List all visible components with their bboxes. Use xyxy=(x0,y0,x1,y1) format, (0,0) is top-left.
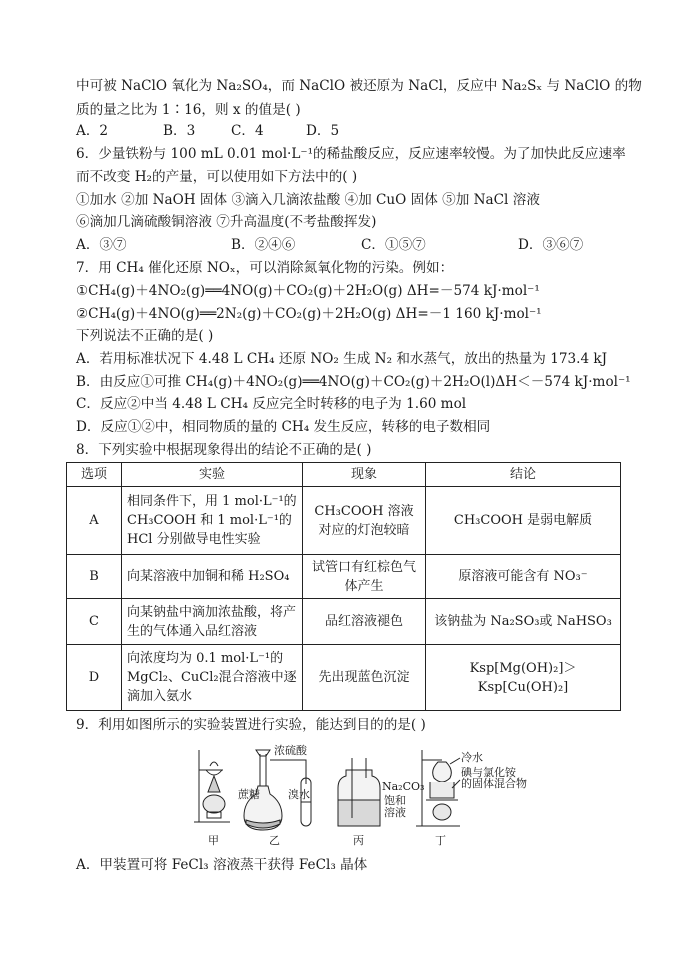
intro-option-a: A．2 xyxy=(76,123,109,139)
row-experiment: 向某钠盐中滴加浓盐酸，将产生的气体通入品红溶液 xyxy=(122,599,303,645)
table-row xyxy=(67,645,621,711)
intro-option-d: D．5 xyxy=(306,123,340,139)
apparatus-jia xyxy=(194,750,230,822)
header-observation: 现象 xyxy=(303,463,426,487)
label-mixture-2: 的固体混合物 xyxy=(461,777,527,790)
q7-equation-1: ①CH₄(g)＋4NO₂(g)══4NO(g)＋CO₂(g)＋2H₂O(g) ΔH=－574 kJ·mol⁻¹ xyxy=(76,283,540,299)
intro-line-2: 质的量之比为 1∶16，则 x 的值是( ) xyxy=(76,102,301,118)
q7-option-c: C．反应②中当 4.48 L CH₄ 反应完全时转移的电子为 1.60 mol xyxy=(76,396,467,412)
row-conclusion: CH₃COOH 是弱电解质 xyxy=(426,487,621,555)
intro-option-c: C．4 xyxy=(231,123,264,139)
label-cold-water: 冷水 xyxy=(461,751,483,764)
row-option: B xyxy=(67,555,122,599)
caption-jia: 甲 xyxy=(208,834,219,847)
header-experiment: 实验 xyxy=(122,463,303,487)
label-mixture-1: 碘与氯化铵 xyxy=(461,766,516,779)
row-conclusion: Ksp[Mg(OH)₂]＞Ksp[Cu(OH)₂] xyxy=(426,645,621,711)
q6-option-b: B．②④⑥ xyxy=(231,237,296,253)
caption-ding: 丁 xyxy=(435,834,446,847)
label-bromine-water: 溴水 xyxy=(288,788,310,801)
table-header-row xyxy=(67,463,621,487)
q7-option-b: B．由反应①可推 CH₄(g)＋4NO₂(g)══4NO(g)＋CO₂(g)＋2H₂O(l)ΔH＜－574 kJ·mol⁻¹ xyxy=(76,374,631,390)
q7-line-1: 7．用 CH₄ 催化还原 NOₓ，可以消除氮氧化物的污染。例如： xyxy=(76,260,454,276)
row-option: A xyxy=(67,487,122,555)
caption-bing: 丙 xyxy=(353,834,364,847)
row-experiment: 向某溶液中加铜和稀 H₂SO₄ xyxy=(122,555,303,599)
q7-line-2: 下列说法不正确的是( ) xyxy=(76,328,214,344)
intro-line-1: 中可被 NaClO 氧化为 Na₂SO₄，而 NaClO 被还原为 NaCl，反应中 Na₂Sₓ 与 NaClO 的物 xyxy=(76,78,642,94)
table-row xyxy=(67,599,621,645)
row-observation: 先出现蓝色沉淀 xyxy=(303,645,426,711)
row-experiment: 相同条件下，用 1 mol·L⁻¹的 CH₃COOH 和 1 mol·L⁻¹的 HCl 分别做导电性实验 xyxy=(122,487,303,555)
q6-line-1: 6．少量铁粉与 100 mL 0.01 mol·L⁻¹的稀盐酸反应，反应速率较慢。为了加快此反应速率 xyxy=(76,146,626,162)
row-observation: 试管口有红棕色气体产生 xyxy=(303,555,426,599)
label-conc-sulfuric: 浓硫酸 xyxy=(274,744,307,757)
q9-option-a: A．甲装置可将 FeCl₃ 溶液蒸干获得 FeCl₃ 晶体 xyxy=(76,857,368,873)
q6-option-c: C．①⑤⑦ xyxy=(361,237,426,253)
label-saturated: 饱和 xyxy=(384,794,406,807)
row-conclusion: 原溶液可能含有 NO₃⁻ xyxy=(426,555,621,599)
apparatus-figure xyxy=(190,744,527,848)
q9-line-1: 9．利用如图所示的实验装置进行实验，能达到目的的是( ) xyxy=(76,717,426,733)
q6-line-2: 而不改变 H₂的产量，可以使用如下方法中的( ) xyxy=(76,169,358,185)
label-sucrose: 蔗糖 xyxy=(238,788,260,801)
q7-option-d: D．反应①②中，相同物质的量的 CH₄ 发生反应，转移的电子数相同 xyxy=(76,419,491,435)
table-row xyxy=(67,555,621,599)
row-option: C xyxy=(67,599,122,645)
label-solution: 溶液 xyxy=(384,806,406,819)
row-option: D xyxy=(67,645,122,711)
row-conclusion: 该钠盐为 Na₂SO₃或 NaHSO₃ xyxy=(426,599,621,645)
q7-equation-2: ②CH₄(g)＋4NO(g)══2N₂(g)＋CO₂(g)＋2H₂O(g) ΔH=－1 160 kJ·mol⁻¹ xyxy=(76,306,542,322)
row-observation: 品红溶液褪色 xyxy=(303,599,426,645)
q7-option-a: A．若用标准状况下 4.48 L CH₄ 还原 NO₂ 生成 N₂ 和水蒸气，放出的热量为 173.4 kJ xyxy=(76,351,608,367)
q8-table xyxy=(66,462,621,711)
row-experiment: 向浓度均为 0.1 mol·L⁻¹的 MgCl₂、CuCl₂混合溶液中逐滴加入氨水 xyxy=(122,645,303,711)
q6-option-d: D．③⑥⑦ xyxy=(518,237,584,253)
header-conclusion: 结论 xyxy=(426,463,621,487)
apparatus-bing xyxy=(338,758,380,826)
table-row xyxy=(67,487,621,555)
caption-yi: 乙 xyxy=(269,834,280,847)
label-na2co3: Na₂CO₃ xyxy=(382,780,425,793)
q6-line-3: ①加水 ②加 NaOH 固体 ③滴入几滴浓盐酸 ④加 CuO 固体 ⑤加 NaCl 溶液 xyxy=(76,192,540,208)
header-option: 选项 xyxy=(67,463,122,487)
q8-line-1: 8．下列实验中根据现象得出的结论不正确的是( ) xyxy=(76,442,372,458)
row-observation: CH₃COOH 溶液对应的灯泡较暗 xyxy=(303,487,426,555)
q6-line-4: ⑥滴加几滴硫酸铜溶液 ⑦升高温度(不考盐酸挥发) xyxy=(76,214,377,230)
q6-option-a: A．③⑦ xyxy=(76,237,127,253)
intro-option-b: B．3 xyxy=(163,123,196,139)
